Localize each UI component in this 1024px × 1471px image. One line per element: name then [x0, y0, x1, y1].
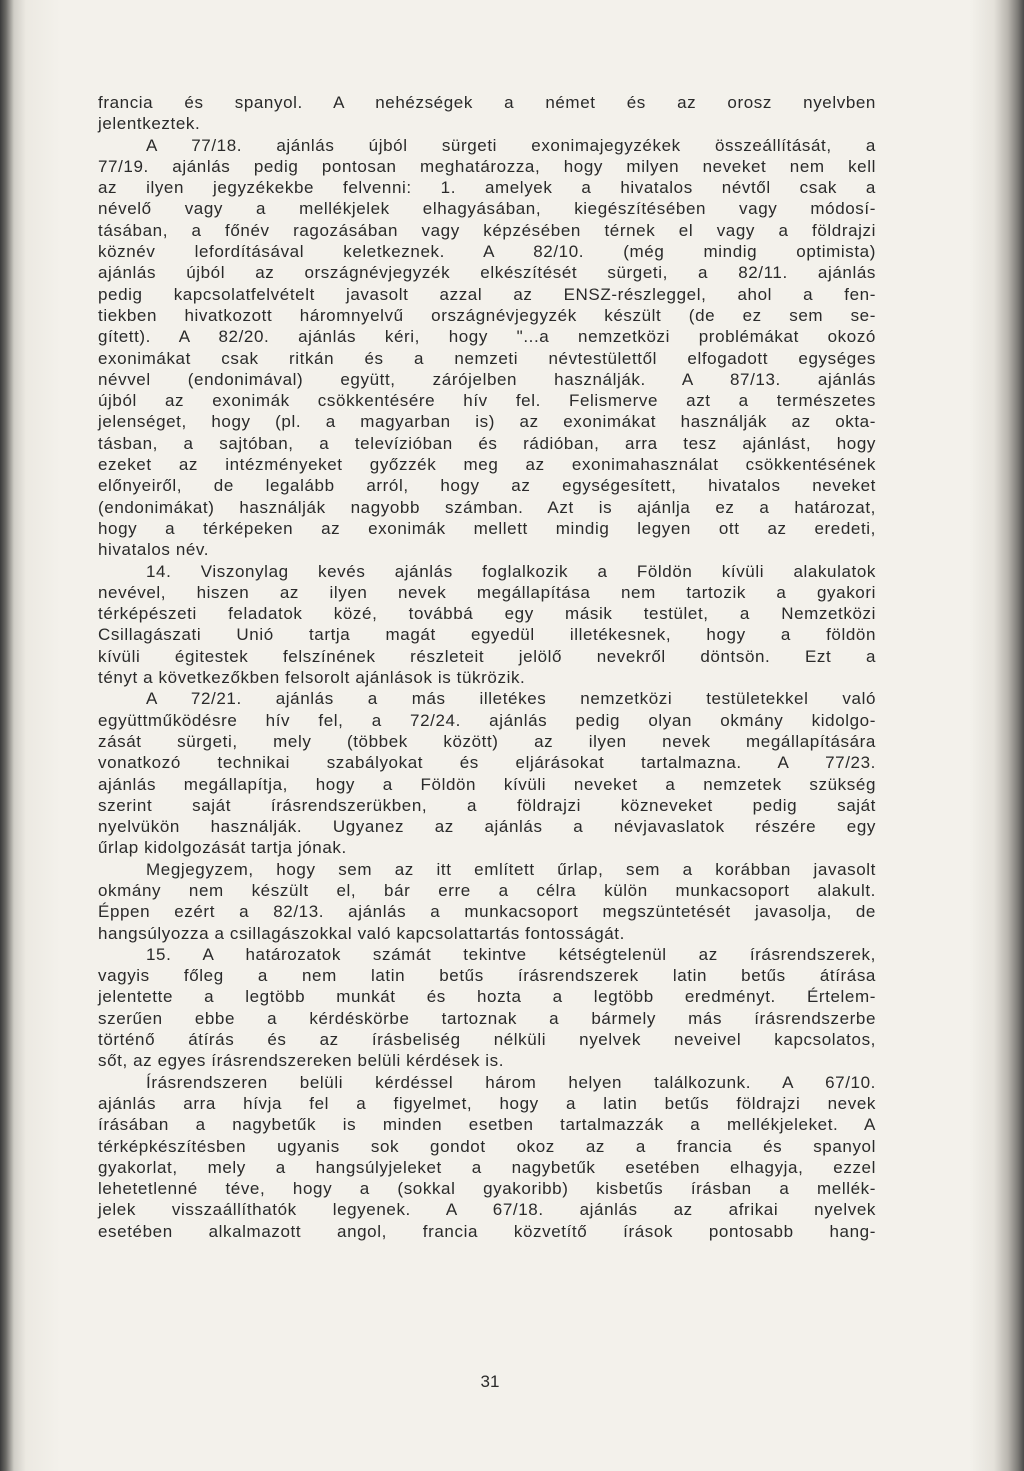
text-line: térképkészítésben ugyanis sok gondot okoz az a francia és spanyol [98, 1136, 876, 1156]
page-number: 31 [480, 1372, 500, 1391]
text-line: ajánlás megállapítja, hogy a Földön kívüli neveket a nemzetek szükség [98, 774, 876, 794]
text-line: gyakorlat, mely a hangsúlyjeleket a nagybetűk esetében elhagyja, ezzel [98, 1157, 876, 1177]
text-line: hogy a térképeken az exonimák mellett mindig legyen ott az eredeti, [98, 518, 876, 538]
text-line: térképészeti feladatok közé, továbbá egy másik testület, a Nemzetközi [98, 604, 876, 624]
text-line: tiekben hivatkozott háromnyelvű országnévjegyzék készült (de ez sem se- [98, 305, 876, 325]
text-line: kívüli égitestek felszínének részleteit jelölő nevekről döntsön. Ezt a [98, 646, 876, 666]
text-line: az ilyen jegyzékekbe felvenni: 1. amelyek a hivatalos névtől csak a [98, 178, 876, 198]
text-line: ajánlás újból az országnévjegyzék elkészítését sürgeti, a 82/11. ajánlás [98, 263, 876, 283]
text-line: nevével, hiszen az ilyen nevek megállapítása nem tartozik a gyakori [98, 582, 876, 602]
text-line: ezeket az intézményeket győzzék meg az exonimahasználat csökkentésének [98, 455, 876, 475]
text-line: névvel (endonimával) együtt, zárójelben használják. A 87/13. ajánlás [98, 369, 876, 389]
text-line: jelentkeztek. [98, 114, 201, 134]
text-line: zását sürgeti, mely (többek között) az ilyen nevek megállapítására [98, 731, 876, 751]
text-line: gített). A 82/20. ajánlás kéri, hogy "...a nemzetközi problémákat okozó [98, 327, 876, 347]
text-line: tényt a következőkben felsorolt ajánlások is tükrözik. [98, 668, 526, 688]
text-line: A 77/18. ajánlás újból sürgeti exonimajegyzékek összeállítását, a [146, 135, 876, 155]
text-line: ajánlás arra hívja fel a figyelmet, hogy a latin betűs földrajzi nevek [98, 1093, 876, 1113]
text-line: vonatkozó technikai szabályokat és eljárásokat tartalmazna. A 77/23. [98, 753, 876, 773]
text-line: újból az exonimák csökkentésére hív fel. Felismerve azt a természetes [98, 391, 876, 411]
text-line: szerűen ebbe a kérdéskörbe tartoznak a bármely más írásrendszerbe [98, 1008, 876, 1028]
text-line: Írásrendszeren belüli kérdéssel három helyen találkozunk. A 67/10. [146, 1072, 876, 1092]
text-line: vagyis főleg a nem latin betűs írásrendszerek latin betűs átírása [98, 966, 876, 986]
text-line: pedig kapcsolatfelvételt javasolt azzal az ENSZ-részleggel, ahol a fen- [98, 284, 876, 304]
text-line: szerint saját írásrendszerükben, a földrajzi közneveket pedig saját [98, 795, 876, 815]
text-line: űrlap kidolgozását tartja jónak. [98, 838, 347, 858]
text-line: sőt, az egyes írásrendszereken belüli kérdések is. [98, 1051, 505, 1071]
text-line: tásban, a sajtóban, a televízióban és rádióban, arra tesz ajánlást, hogy [98, 433, 876, 453]
text-line: Csillagászati Unió tartja magát egyedül illetékesnek, hogy a földön [98, 625, 876, 645]
text-line: köznév lefordításával keletkeznek. A 82/10. (még mindig optimista) [98, 242, 876, 262]
text-line: jelentette a legtöbb munkát és hozta a legtöbb eredményt. Értelem- [98, 987, 876, 1007]
text-line: hivatalos név. [98, 540, 210, 560]
text-line: 15. A határozatok számát tekintve kétségtelenül az írásrendszerek, [146, 944, 876, 964]
text-line: exonimákat csak ritkán és a nemzeti névtestülettől elfogadott egységes [98, 348, 876, 368]
text-line: Megjegyzem, hogy sem az itt említett űrlap, sem a korábban javasolt [146, 859, 876, 879]
text-line: hangsúlyozza a csillagászokkal való kapcsolattartás fontosságát. [98, 923, 625, 943]
text-line: történő átírás és az írásbeliség nélküli nyelvek neveivel kapcsolatos, [98, 1030, 876, 1050]
text-line: tásában, a főnév ragozásában vagy képzésében térnek el vagy a földrajzi [98, 220, 876, 240]
text-line: lehetetlenné téve, hogy a (sokkal gyakoribb) kisbetűs írásban a mellék- [98, 1179, 876, 1199]
text-line: esetében alkalmazott angol, francia közvetítő írások pontosabb hang- [98, 1221, 876, 1241]
text-line: jelek visszaállíthatók legyenek. A 67/18. ajánlás az afrikai nyelvek [98, 1200, 876, 1220]
text-line: együttműködésre hív fel, a 72/24. ajánlás pedig olyan okmány kidolgo- [98, 710, 876, 730]
text-line: nyelvükön használják. Ugyanez az ajánlás a névjavaslatok részére egy [98, 817, 876, 837]
text-line: A 72/21. ajánlás a más illetékes nemzetközi testületekkel való [146, 689, 876, 709]
text-line: francia és spanyol. A nehézségek a német és az orosz nyelvben [98, 93, 876, 112]
body-text [98, 92, 876, 1242]
text-line: (endonimákat) használják nagyobb számban. Azt is ajánlja ez a határozat, [98, 497, 876, 517]
text-line: 14. Viszonylag kevés ajánlás foglalkozik a Földön kívüli alakulatok [146, 561, 876, 581]
text-line: névelő vagy a mellékjelek elhagyásában, kiegészítésében vagy módosí- [98, 199, 876, 219]
text-line: 77/19. ajánlás pedig pontosan meghatározza, hogy milyen neveket nem kell [98, 156, 876, 176]
text-line: jelenséget, hogy (pl. a magyarban is) az exonimákat használják az okta- [98, 412, 876, 432]
text-line: írásában a nagybetűk is minden esetben tartalmazzák a mellékjeleket. A [98, 1115, 876, 1135]
text-line: előnyeiről, de legalább arról, hogy az egységesített, hivatalos neveket [98, 476, 876, 496]
text-line: okmány nem készült el, bár erre a célra külön munkacsoport alakult. [98, 880, 876, 900]
text-line: Éppen ezért a 82/13. ajánlás a munkacsoport megszüntetését javasolja, de [98, 902, 876, 922]
